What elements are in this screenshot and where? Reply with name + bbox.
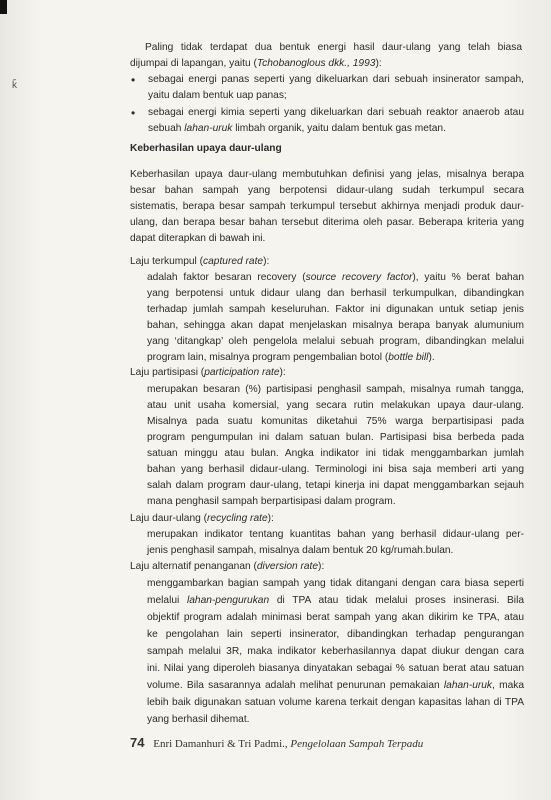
def-line: atau unit usaha komersial, yang secara rutin melakukan upaya daur-ulang. xyxy=(147,400,524,411)
term-captured-rate: Laju terkumpul (captured rate): xyxy=(130,256,270,267)
def-line: menggambarkan bagian sampah yang tidak ditangani dengan cara biasa seperti xyxy=(147,578,524,589)
page-number: 74 xyxy=(130,735,145,750)
footer-book-title: Pengelolaan Sampah Terpadu xyxy=(290,738,424,750)
def-line: bahan yang berhasil didaur-ulang. Terminologi ini bisa saja memberi arti yang xyxy=(147,464,524,475)
bullet-2-line-1: sebagai energi kimia seperti yang dikeluarkan dari sebuah reaktor anaerob atau xyxy=(148,107,524,118)
page-footer xyxy=(130,735,423,750)
intro-line-1: Paling tidak terdapat dua bentuk energi hasil daur-ulang yang telah biasa xyxy=(145,42,522,53)
def-line: sampah melalui 3R, maka indikator keberhasilannya dapat diukur dengan cara xyxy=(147,646,524,657)
def-line: merupakan besaran (%) partisipasi penghasil sampah, misalnya rumah tangga, xyxy=(147,384,524,395)
para-line: Keberhasilan upaya daur-ulang membutuhkan definisi yang jelas, misalnya berapa xyxy=(130,169,524,180)
def-line: adalah faktor besaran recovery (source recovery factor), yaitu % berat bahan xyxy=(147,272,525,283)
def-line: mana penghasil sampah berpartisipasi dalam program. xyxy=(147,496,396,507)
intro-line-2: dijumpai di lapangan, yaitu (Tchobanoglous dkk., 1993): xyxy=(130,58,382,69)
def-line: salah dalam program daur-ulang, tetapi kinerja ini dapat menggambarkan sejauh xyxy=(147,480,524,491)
def-line: jenis penghasil sampah, misalnya dalam bentuk 20 kg/rumah.bulan. xyxy=(147,545,454,556)
def-line: volume. Bila sasarannya adalah melihat penurunan pemakaian lahan-uruk, maka xyxy=(147,680,524,691)
margin-mark: ǩ xyxy=(12,80,17,91)
bullet-1-line-2: yaitu dalam bentuk uap panas; xyxy=(148,90,287,101)
bullet-1-line-1: sebagai energi panas seperti yang dikeluarkan dari sebuah insinerator sampah, xyxy=(148,74,524,85)
bullet-icon: • xyxy=(131,106,136,120)
def-line: terhadap jumlah sampah keseluruhan. Faktor ini digunakan untuk setiap jenis xyxy=(147,304,524,315)
scan-corner-mark xyxy=(0,0,7,14)
term-diversion-rate: Laju alternatif penanganan (diversion rate): xyxy=(130,561,325,572)
def-line: program pengumpulan ini dalam satuan bulan. Partisipasi bisa berbeda pada xyxy=(147,432,524,443)
def-line: melalui lahan-pengurukan di TPA atau tidak melalui proses insinerasi. Bila xyxy=(147,595,524,606)
para-line: ulang, dan berapa besar bahan tersebut diterima oleh pasar. Beberapa kriteria yang xyxy=(130,217,524,228)
bullet-2-line-2: sebuah lahan-uruk limbah organik, yaitu dalam bentuk gas metan. xyxy=(148,123,446,134)
def-line: yang berpotensi untuk didaur ulang dan berhasil terkumpulkan, dibandingkan xyxy=(147,288,524,299)
def-line: yang ‘ditangkap’ oleh pengelola melalui sebuah program, dibandingkan melalui xyxy=(147,336,524,347)
def-line: satuan minggu atau bulan. Angka indikator ini tidak menggambarkan jumlah xyxy=(147,448,524,459)
citation: Tchobanoglous dkk., 1993 xyxy=(256,58,376,69)
para-line: besar bahan sampah yang berpotensi didaur-ulang sudah terkumpul secara xyxy=(130,185,524,196)
term-recycling-rate: Laju daur-ulang (recycling rate): xyxy=(130,513,274,524)
def-line: merupakan indikator tentang kuantitas bahan yang berhasil didaur-ulang per- xyxy=(147,529,524,540)
def-line: program lain, misalnya program pengembalian botol (bottle bill). xyxy=(147,352,435,363)
def-line: lebih baik digunakan satuan volume karena terkait dengan kapasitas lahan di TPA xyxy=(147,697,524,708)
para-line: dapat diterapkan di bawah ini. xyxy=(130,233,266,244)
def-line: yang berhasil dihemat. xyxy=(147,714,250,725)
bullet-icon: • xyxy=(131,73,136,87)
def-line: ke pengolahan lain seperti insinerator, dibandingkan terhadap pengurangan xyxy=(147,629,524,640)
def-line: ini. Nilai yang diperoleh biasanya dinyatakan sebagai % satuan berat atau satuan xyxy=(147,663,524,674)
def-line: bahan, sehingga akan dapat menjelaskan misalnya berapa banyak alumunium xyxy=(147,320,524,331)
term-participation-rate: Laju partisipasi (participation rate): xyxy=(130,367,286,378)
footer-authors: Enri Damanhuri & Tri Padmi., xyxy=(153,738,288,750)
def-line: Misalnya pada suatu komunitas diketahui 75% warga berpartisipasi pada xyxy=(147,416,524,427)
para-line: sistematis, berapa besar sampah terkumpul tersebut akhirnya menjadi produk daur- xyxy=(130,201,524,212)
section-heading: Keberhasilan upaya daur-ulang xyxy=(130,143,282,154)
def-line: objektif program adalah minimasi berat sampah yang akan dikirim ke TPA, atau xyxy=(147,612,524,623)
